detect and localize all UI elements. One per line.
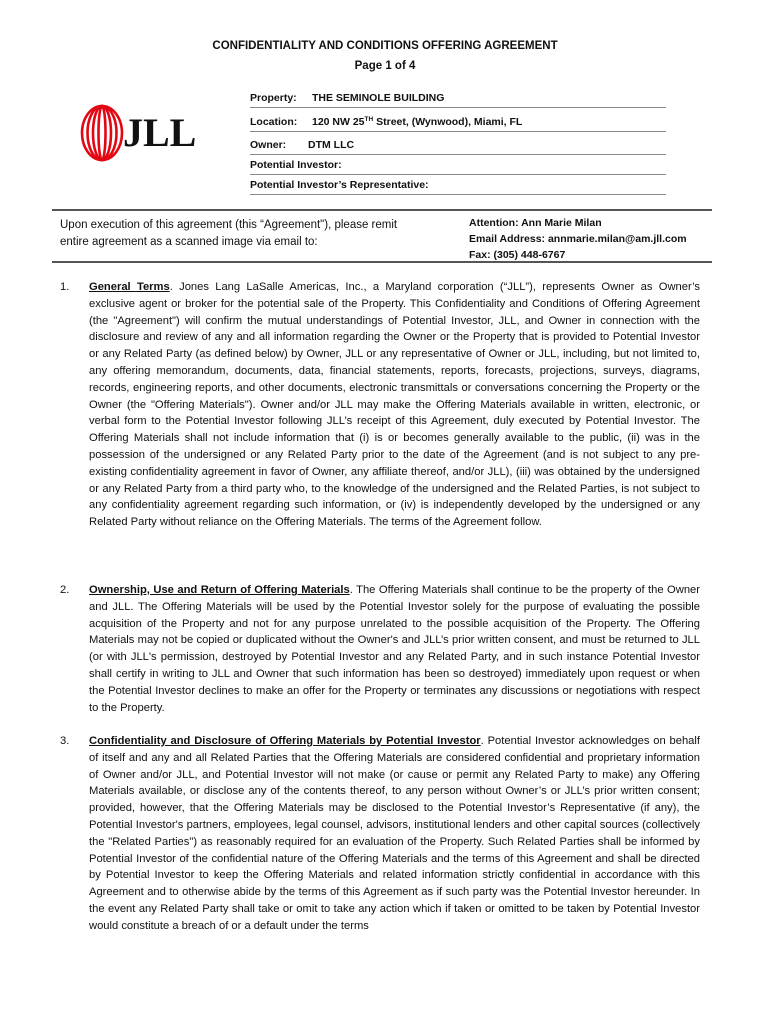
potential-investor-field[interactable] [250,157,666,175]
jll-logo-mark-icon [80,103,124,163]
section-general-terms [60,279,700,531]
section-body [89,582,700,716]
remit-instructions [60,217,450,251]
investor-representative-field[interactable] [250,177,666,195]
owner-value: DTM LLC [308,139,355,151]
attention-line: Attention: Ann Marie Milan [469,217,602,229]
jll-logo [80,103,205,165]
location-value-street: 120 NW 25 [312,116,365,128]
section-number: 2. [60,584,70,596]
section-number: 3. [60,735,70,747]
jll-logo-text: JLL [123,110,197,155]
section-number: 1. [60,281,70,293]
contact-block [469,215,729,263]
section-body [89,279,700,531]
section-confidentiality-disclosure [60,733,700,935]
section-heading: General Terms [89,281,170,293]
section-ownership-use-return [60,582,700,716]
section-text: . Potential Investor acknowledges on behalf of itself and any and all Related Parties that the Offering Materials are considered confidential and proprietary information of Owner and/or JLL, and Potential Investor will not make (or cause or permit any Related Party to make) any Offering Materials available, or disclose any of the contents thereof, to any person without Owner’s or JLL’s prior written consent; provided, however, that the Offering Materials may be disclosed to the Potential Investor’s Representative (if any), the Potential Investor's partners, employees, legal counsel, advisors, institutional lenders and other capital sources (collectively the "Related Parties") as reasonably required for an evaluation of the Property. Such Related Parties shall be informed by Potential Investor of the confidential nature of the Offering Materials and the terms of this Agreement and shall be directed by Potential Investor to keep the Offering Materials and related information strictly confidential in accordance with this Agreement and to otherwise abide by the terms of this Agreement as if such party was the Potential Investor hereunder. In the event any Related Party shall take or omit to take any action which if taken or omitted to be taken by Potential Investor would constitute a breach of or a default under the terms [89,735,700,932]
property-field [250,90,666,108]
location-value-rest: Street, (Wynwood), Miami, FL [373,116,523,128]
page-number: Page 1 of 4 [354,60,416,72]
section-heading: Confidentiality and Disclosure of Offering Materials by Potential Investor [89,735,481,747]
owner-label: Owner: [250,139,287,151]
top-divider [52,209,712,211]
section-text: . Jones Lang LaSalle Americas, Inc., a Maryland corporation (“JLL”), represents Owner as Owner’s exclusive agent or broker for the potential sale of the Property. This Confidentiality and Conditions of Offering Agreement (the "Agreement") will confirm the mutual understandings of Potential Investor, JLL, and Owner in connection with the disclosure and review of any and all information regarding the Owner or the Property that is provided to Potential Investor or any Related Party (as defined below) by Owner, JLL or any representative of Owner or JLL, including, but not limited to, any offering memorandum, documents, data, financial statements, reports, forecasts, projections, surveys, diagrams, records, engineering reports, and other documents, electronic transmittals or conversations concerning the Property or the Owner (the "Offering Materials"). Owner and/or JLL may make the Offering Materials available in written, electronic, or verbal form to the Potential Investor following JLL’s receipt of this Agreement, duly executed by Potential Investor. The Offering Materials shall not include information that (i) is or becomes generally available to the public, (ii) was in the possession of the undersigned or any Related Party prior to the date of the Agreement (and is not subject to any pre-existing confidentiality agreement in favor of Owner, any affiliate thereof, and/or JLL), (iii) was obtained by the undersigned or any Related Party from a third party who, to the knowledge of the undersigned and the Related Parties, is not subject to any confidentiality agreement regarding such information, or (iv) is independently developed by the undersigned or any Related Party without reliance on the Offering Materials. The terms of the Agreement follow. [89,281,700,529]
bottom-divider [52,261,712,263]
location-value-sup: TH [364,116,374,123]
email-line: Email Address: annmarie.milan@am.jll.com [469,233,687,245]
location-value [312,116,522,128]
investor-representative-label: Potential Investor’s Representative: [250,179,429,191]
location-label: Location: [250,116,298,128]
section-text: . The Offering Materials shall continue to be the property of the Owner and JLL. The Offering Materials will be used by the Potential Investor solely for the purpose of evaluating the possible acquisition of the Property and not for any purpose unrelated to the possible acquisition of the Property. The Offering Materials may not be copied or duplicated without the Owner's and JLL’s prior written consent, and must be returned to JLL (or with JLL's permission, destroyed by Potential Investor and any Related Party, and in such instance Potential Investor shall certify in writing to JLL and Owner that such information has been so destroyed) immediately upon request or when the Potential Investor declines to make an offer for the Property or terminates any discussions or negotiations with respect to the Property. [89,584,700,714]
location-field [250,114,666,132]
property-value: THE SEMINOLE BUILDING [312,92,445,104]
section-heading: Ownership, Use and Return of Offering Materials [89,584,350,596]
owner-field [250,137,666,155]
document-title: CONFIDENTIALITY AND CONDITIONS OFFERING AGREEMENT [212,40,558,52]
potential-investor-label: Potential Investor: [250,159,342,171]
remit-line-2: entire agreement as a scanned image via email to: [60,236,318,248]
fax-line: Fax: (305) 448-6767 [469,249,566,261]
remit-line-1: Upon execution of this agreement (this “Agreement"), please remit [60,219,398,231]
section-body [89,733,700,935]
property-label: Property: [250,92,297,104]
